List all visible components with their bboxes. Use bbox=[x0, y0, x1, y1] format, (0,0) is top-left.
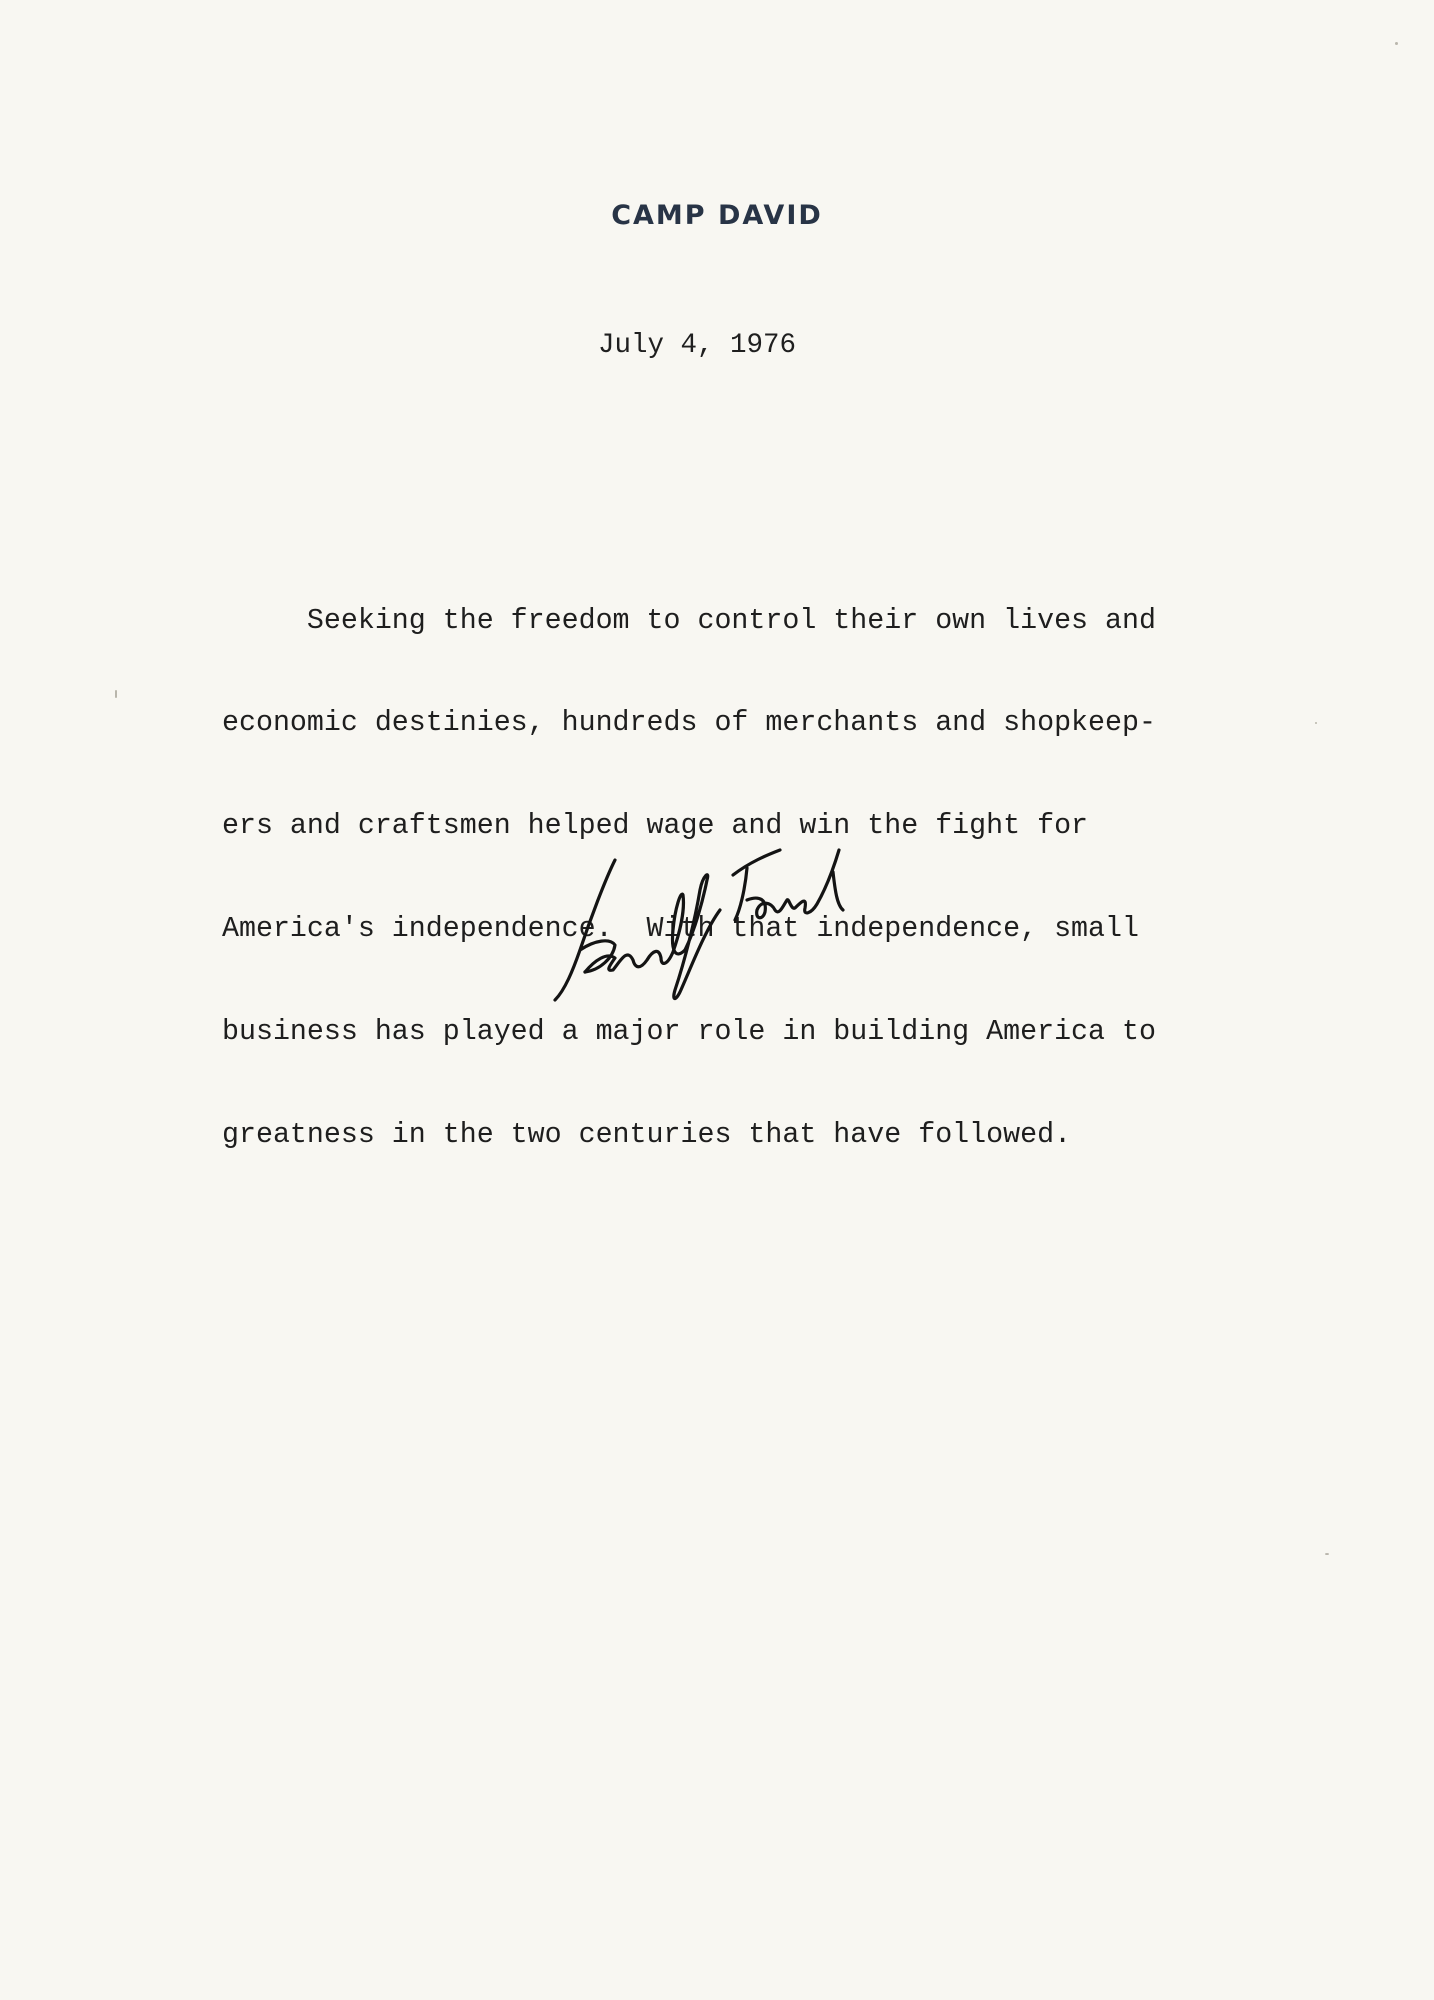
handwritten-signature bbox=[535, 820, 935, 1020]
body-line: greatness in the two centuries that have followed. bbox=[222, 1119, 1072, 1152]
body-line: business has played a major role in building America to bbox=[222, 1016, 1156, 1049]
paper-speck bbox=[1325, 1553, 1329, 1555]
letter-date: July 4, 1976 bbox=[598, 330, 797, 361]
body-line: economic destinies, hundreds of merchants and shopkeep- bbox=[222, 707, 1156, 740]
paper-speck bbox=[115, 690, 117, 698]
body-line: America's independence. With that independence, small bbox=[222, 913, 1139, 946]
letterhead-title: CAMP DAVID bbox=[611, 200, 823, 231]
body-line: ers and craftsmen helped wage and win the fight for bbox=[222, 810, 1089, 843]
paper-speck bbox=[1315, 722, 1317, 724]
paper-speck bbox=[1395, 42, 1398, 45]
body-line: Seeking the freedom to control their own lives and bbox=[222, 604, 1156, 637]
